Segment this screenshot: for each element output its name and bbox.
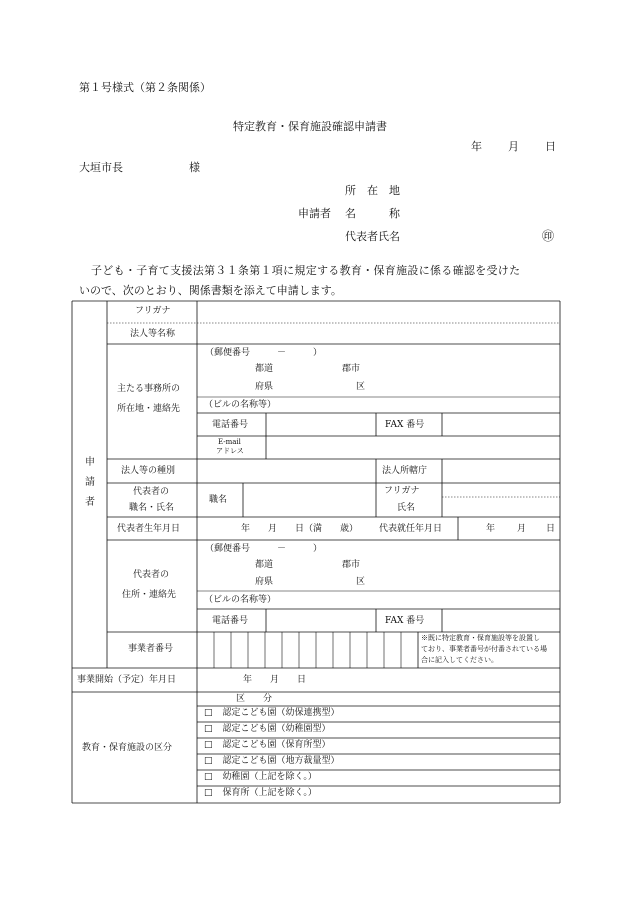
- rep-furigana-label: フリガナ: [384, 486, 420, 496]
- checkbox-icon[interactable]: □: [204, 708, 213, 718]
- rep-start-year: 年: [486, 524, 496, 534]
- checkbox-icon[interactable]: □: [204, 724, 213, 734]
- body-text-line-1: 子ども・子育て支援法第３１条第１項に規定する教育・保育施設に係る確認を受けた: [91, 264, 521, 277]
- date-month-label: 月: [508, 140, 519, 153]
- category-row-2[interactable]: [204, 725, 331, 734]
- email-input[interactable]: [268, 438, 558, 457]
- body-text-line-2: いので、次のとおり、関係書類を添えて申請します。: [79, 284, 342, 297]
- page-title: 特定教育・保育施設確認申請書: [233, 120, 387, 133]
- rep-tel-label: 電話番号: [212, 616, 249, 626]
- rep-birth-value: 年 月 日（満 歳）: [241, 524, 359, 534]
- category-row-4[interactable]: [204, 757, 340, 766]
- rep-address-label-1: 代表者の: [133, 570, 170, 580]
- rep-fax-input[interactable]: [444, 611, 558, 630]
- corp-authority-label: 法人所轄庁: [382, 466, 428, 476]
- side-label-char-3: 者: [85, 497, 95, 508]
- main-office-label-1: 主たる事務所の: [117, 384, 181, 394]
- rep-start-label: 代表就任年月日: [379, 524, 443, 534]
- email-label-1: E-mail: [218, 438, 241, 446]
- rep-gunshi-label: 郡市: [342, 560, 361, 570]
- office-gunshi-label: 郡市: [342, 364, 361, 374]
- category-label: 認定こども園（幼保連携型）: [222, 708, 340, 718]
- category-row-5[interactable]: [204, 773, 317, 782]
- rep-todo-label: 都道: [255, 560, 274, 570]
- rep-fax-label: FAX 番号: [385, 616, 425, 626]
- shimei-input[interactable]: [444, 499, 558, 515]
- office-tel-label: 電話番号: [212, 420, 249, 430]
- category-label: 認定こども園（保育所型）: [222, 740, 331, 750]
- office-fax-label: FAX 番号: [385, 420, 425, 430]
- office-postal-label: （郵便番号 － ）: [205, 348, 323, 358]
- rep-start-day: 日: [546, 524, 556, 534]
- office-fuken-label: 府県: [255, 382, 274, 392]
- office-building-label: （ビルの名称等）: [204, 400, 277, 410]
- corp-name-label: 法人等名称: [130, 329, 176, 339]
- rep-address-label-2: 住所・連絡先: [122, 590, 177, 600]
- shokumei-input[interactable]: [245, 485, 374, 515]
- start-date-label: 事業開始（予定）年月日: [77, 675, 177, 685]
- checkbox-icon[interactable]: □: [204, 788, 213, 798]
- date-day-label: 日: [545, 140, 556, 153]
- category-row-3[interactable]: [204, 741, 331, 750]
- address-label: 所 在 地: [345, 184, 400, 197]
- addressee-name: 大垣市長: [79, 161, 123, 174]
- shokumei-label: 職名: [209, 495, 228, 505]
- business-number-note-3: 合に記入してください。: [421, 656, 498, 664]
- side-label-char-1: 申: [85, 457, 95, 468]
- rep-ku-label: 区: [356, 577, 366, 587]
- applicant-label: 申請者: [298, 207, 331, 220]
- representative-label: 代表者氏名: [345, 230, 400, 243]
- corp-type-label: 法人等の種別: [121, 466, 176, 476]
- rep-fuken-label: 府県: [255, 577, 274, 587]
- corp-authority-input[interactable]: [444, 461, 558, 481]
- category-label: 保育所（上記を除く。）: [222, 788, 317, 798]
- category-label: 認定こども園（地方裁量型）: [222, 756, 340, 766]
- start-date-value: 年 月 日: [243, 675, 307, 685]
- furigana-label: フリガナ: [135, 306, 171, 316]
- rep-start-month: 月: [517, 524, 527, 534]
- rep-title-name-label-2: 職名・氏名: [129, 503, 175, 513]
- business-number-note-2: ており、事業者番号が付番されている場: [421, 645, 547, 653]
- name-label: 名 称: [345, 207, 400, 220]
- facility-category-label: 教育・保育施設の区分: [82, 743, 173, 753]
- category-row-6[interactable]: [204, 789, 317, 798]
- checkbox-icon[interactable]: □: [204, 756, 213, 766]
- rep-birth-label: 代表者生年月日: [117, 524, 181, 534]
- furigana-input[interactable]: [199, 303, 557, 321]
- office-tel-input[interactable]: [268, 415, 374, 434]
- date-year-label: 年: [471, 140, 482, 153]
- category-row-1[interactable]: [204, 709, 340, 718]
- office-fax-input[interactable]: [444, 415, 558, 434]
- business-number-note-1: ※既に特定教育・保育施設等を設置し: [421, 634, 540, 642]
- business-number-input[interactable]: [199, 634, 416, 666]
- rep-building-label: （ビルの名称等）: [204, 595, 277, 605]
- office-todo-label: 都道: [255, 364, 274, 374]
- office-ku-label: 区: [356, 382, 366, 392]
- business-number-label: 事業者番号: [128, 644, 174, 654]
- addressee-honorific: 様: [189, 161, 200, 174]
- rep-postal-label: （郵便番号 － ）: [205, 544, 323, 554]
- category-label: 幼稚園（上記を除く。）: [222, 772, 317, 782]
- category-header: 区 分: [236, 694, 273, 704]
- side-label-char-2: 請: [85, 477, 95, 488]
- checkbox-icon[interactable]: □: [204, 772, 213, 782]
- shimei-label: 氏名: [397, 503, 416, 513]
- email-label-2: アドレス: [216, 447, 244, 455]
- corp-type-input[interactable]: [199, 461, 374, 481]
- rep-title-name-label-1: 代表者の: [133, 487, 170, 497]
- main-office-label-2: 所在地・連絡先: [117, 404, 181, 414]
- corp-name-input[interactable]: [199, 325, 557, 342]
- category-label: 認定こども園（幼稚園型）: [222, 724, 331, 734]
- form-number: 第１号様式（第２条関係）: [79, 81, 211, 94]
- rep-tel-input[interactable]: [268, 611, 374, 630]
- seal-mark: ㊞: [542, 229, 555, 243]
- checkbox-icon[interactable]: □: [204, 740, 213, 750]
